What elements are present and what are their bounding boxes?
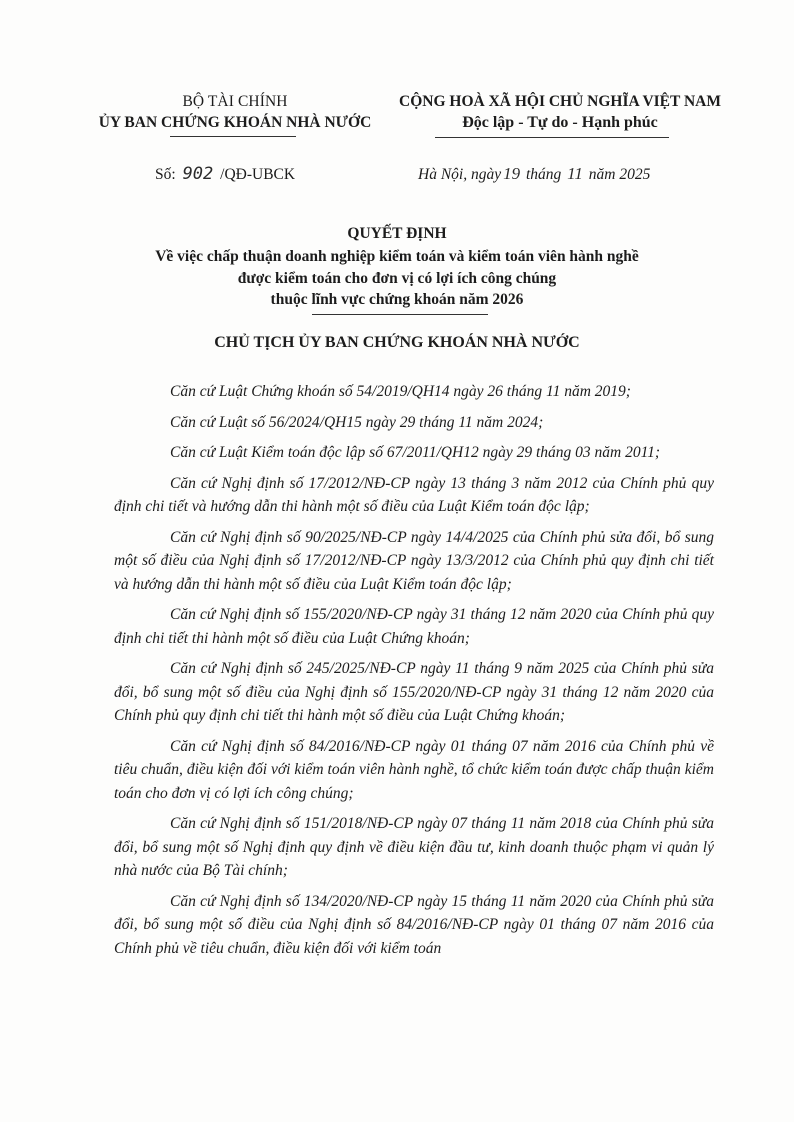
issuer-block — [80, 91, 390, 133]
handwritten-number: 902 — [182, 164, 214, 184]
authority-heading: CHỦ TỊCH ỦY BAN CHỨNG KHOÁN NHÀ NƯỚC — [214, 334, 580, 351]
legal-basis-paragraph: Căn cứ Luật Kiểm toán độc lập số 67/2011/QH12 ngày 29 tháng 03 năm 2011; — [170, 444, 661, 461]
issue-date — [418, 164, 650, 184]
document-number — [155, 164, 295, 184]
legal-basis-paragraph: Căn cứ Luật số 56/2024/QH15 ngày 29 tháng 11 năm 2024; — [170, 413, 544, 431]
number-suffix: /QĐ-UBCK — [220, 166, 296, 183]
legal-basis-paragraph: Căn cứ Nghị định số 155/2020/NĐ-CP ngày 31 tháng 12 năm 2020 của Chính phủ quy định chi tiết thi hành một số điều của Luật Chứng khoán; — [114, 606, 714, 647]
document-body — [114, 380, 714, 967]
date-place: Hà Nội, ngày — [418, 166, 502, 183]
date-month-label: tháng — [525, 166, 562, 183]
subtitle-line: được kiểm toán cho đơn vị có lợi ích công chúng — [237, 269, 557, 287]
subtitle-underline — [312, 314, 488, 315]
subtitle-line: Về việc chấp thuận doanh nghiệp kiểm toán và kiểm toán viên hành nghề — [155, 248, 639, 265]
issuer-underline — [170, 136, 296, 137]
handwritten-day: 19 — [503, 164, 521, 183]
date-year: năm 2025 — [588, 166, 651, 183]
document-subtitle — [0, 246, 794, 311]
document-title: QUYẾT ĐỊNH — [347, 225, 447, 242]
national-motto-block — [380, 91, 740, 133]
legal-basis-paragraph: Căn cứ Nghị định số 90/2025/NĐ-CP ngày 14/4/2025 của Chính phủ sửa đổi, bổ sung một số điều của Nghị định số 17/2012/NĐ-CP ngày 13/3/2012 của Chính phủ quy định chi tiết và hướng dẫn thi hành một số điều của Luật Kiểm toán độc lập; — [114, 528, 714, 593]
legal-basis-paragraph: Căn cứ Nghị định số 17/2012/NĐ-CP ngày 13 tháng 3 năm 2012 của Chính phủ quy định chi tiết và hướng dẫn thi hành một số điều của Luật Kiểm toán độc lập; — [114, 474, 714, 515]
handwritten-month: 11 — [567, 164, 583, 183]
motto: Độc lập - Tự do - Hạnh phúc — [462, 114, 658, 131]
agency-name: ỦY BAN CHỨNG KHOÁN NHÀ NƯỚC — [98, 114, 372, 131]
legal-basis-paragraph: Căn cứ Nghị định số 84/2016/NĐ-CP ngày 01 tháng 07 năm 2016 của Chính phủ về tiêu chuẩn, điều kiện đối với kiểm toán viên hành nghề, tổ chức kiểm toán được chấp thuận kiểm toán cho đơn vị có lợi ích công chúng; — [114, 737, 714, 802]
subtitle-line: thuộc lĩnh vực chứng khoán năm 2026 — [270, 291, 524, 308]
country-name: CỘNG HOÀ XÃ HỘI CHỦ NGHĨA VIỆT NAM — [399, 93, 721, 110]
legal-basis-paragraph: Căn cứ Nghị định số 151/2018/NĐ-CP ngày 07 tháng 11 năm 2018 của Chính phủ sửa đổi, bổ sung một số Nghị định quy định về điều kiện đầu tư, kinh doanh thuộc phạm vi quản lý nhà nước của Bộ Tài chính; — [114, 815, 714, 879]
ministry-name: BỘ TÀI CHÍNH — [182, 93, 288, 110]
legal-basis-paragraph: Căn cứ Luật Chứng khoán số 54/2019/QH14 ngày 26 tháng 11 năm 2019; — [170, 383, 631, 400]
legal-basis-paragraph: Căn cứ Nghị định số 134/2020/NĐ-CP ngày 15 tháng 11 năm 2020 của Chính phủ sửa đổi, bổ sung một số điều của Nghị định số 84/2016/NĐ-CP ngày 01 tháng 07 năm 2016 của Chính phủ về tiêu chuẩn, điều kiện đối với kiểm toán — [114, 892, 714, 957]
motto-underline — [435, 137, 669, 138]
number-prefix: Số: — [155, 166, 176, 183]
legal-basis-paragraph: Căn cứ Nghị định số 245/2025/NĐ-CP ngày 11 tháng 9 năm 2025 của Chính phủ sửa đổi, bổ sung một số điều của Nghị định số 155/2020/NĐ-CP ngày 31 tháng 12 năm 2020 của Chính phủ quy định chi tiết thi hành một số điều của Luật Chứng khoán; — [114, 660, 714, 724]
